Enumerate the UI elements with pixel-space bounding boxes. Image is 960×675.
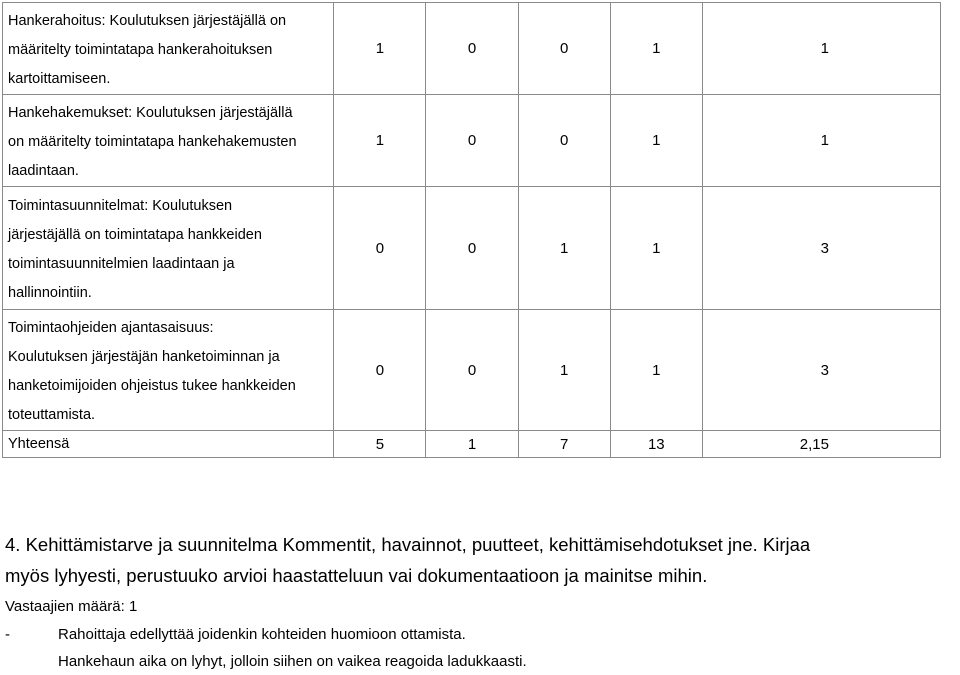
value-cell: 1 xyxy=(518,187,610,310)
value-cell: 0 xyxy=(518,3,610,95)
value-cell: 1 xyxy=(610,95,702,187)
list-dash: - xyxy=(5,626,10,643)
comment-text: Hankehaun aika on lyhyt, jolloin siihen on vaikea reagoida ladukkaasti. xyxy=(58,653,527,670)
total-value-cell: 2,15 xyxy=(702,431,940,458)
comment-text: Rahoittaja edellyttää joidenkin kohteiden huomioon ottamista. xyxy=(58,626,466,643)
value-cell: 3 xyxy=(702,187,940,310)
value-cell: 1 xyxy=(334,95,426,187)
total-label: Yhteensä xyxy=(3,431,334,458)
row-label-line: järjestäjällä on toimintatapa hankkeiden xyxy=(8,227,262,243)
table-row xyxy=(3,187,941,310)
row-label-line: Toimintaohjeiden ajantasaisuus: xyxy=(8,320,214,336)
list-indent xyxy=(5,648,58,675)
row-label-line: Toimintasuunnitelmat: Koulutuksen xyxy=(8,198,233,214)
value-cell: 1 xyxy=(610,3,702,95)
row-label-line: Koulutuksen järjestäjän hanketoiminnan ja xyxy=(8,349,280,365)
section-heading-line: 4. Kehittämistarve ja suunnitelma Kommentit, havainnot, puutteet, kehittämisehdotukset jne. Kirjaa xyxy=(5,534,811,555)
comment-item xyxy=(5,648,960,675)
respondent-count: Vastaajien määrä: 1 xyxy=(5,598,138,615)
total-row xyxy=(3,431,941,458)
section-heading-line: myös lyhyesti, perustuuko arvioi haastatteluun vai dokumentaatioon ja mainitse mihin. xyxy=(5,565,708,586)
row-label xyxy=(3,95,334,187)
value-cell: 0 xyxy=(426,187,518,310)
value-cell: 1 xyxy=(518,310,610,431)
total-value-cell: 7 xyxy=(518,431,610,458)
total-value-cell: 13 xyxy=(610,431,702,458)
row-label-line: hanketoimijoiden ohjeistus tukee hankkeiden xyxy=(8,378,296,394)
development-section xyxy=(5,529,960,675)
total-value-cell: 5 xyxy=(334,431,426,458)
row-label-line: määritelty toimintatapa hankerahoituksen xyxy=(8,42,273,58)
value-cell: 0 xyxy=(518,95,610,187)
section-heading xyxy=(5,529,960,591)
comment-list xyxy=(5,621,960,675)
row-label xyxy=(3,3,334,95)
value-cell: 3 xyxy=(702,310,940,431)
row-label-line: Hankerahoitus: Koulutuksen järjestäjällä on xyxy=(8,13,287,29)
row-label-line: toteuttamista. xyxy=(8,407,96,423)
total-value-cell: 1 xyxy=(426,431,518,458)
value-cell: 0 xyxy=(334,187,426,310)
row-label-line: hallinnointiin. xyxy=(8,285,92,301)
row-label-line: kartoittamiseen. xyxy=(8,71,111,87)
results-table xyxy=(2,2,941,458)
row-label-line: laadintaan. xyxy=(8,163,79,179)
row-label-line: toimintasuunnitelmien laadintaan ja xyxy=(8,256,235,272)
comment-item xyxy=(5,621,960,648)
value-cell: 1 xyxy=(702,95,940,187)
row-label xyxy=(3,310,334,431)
row-label xyxy=(3,187,334,310)
value-cell: 0 xyxy=(334,310,426,431)
row-label-line: on määritelty toimintatapa hankehakemusten xyxy=(8,134,297,150)
value-cell: 0 xyxy=(426,3,518,95)
value-cell: 0 xyxy=(426,310,518,431)
value-cell: 1 xyxy=(702,3,940,95)
table-row xyxy=(3,310,941,431)
value-cell: 1 xyxy=(610,187,702,310)
value-cell: 0 xyxy=(426,95,518,187)
value-cell: 1 xyxy=(610,310,702,431)
table-row xyxy=(3,3,941,95)
value-cell: 1 xyxy=(334,3,426,95)
row-label-line: Hankehakemukset: Koulutuksen järjestäjällä xyxy=(8,105,293,121)
table-row xyxy=(3,95,941,187)
